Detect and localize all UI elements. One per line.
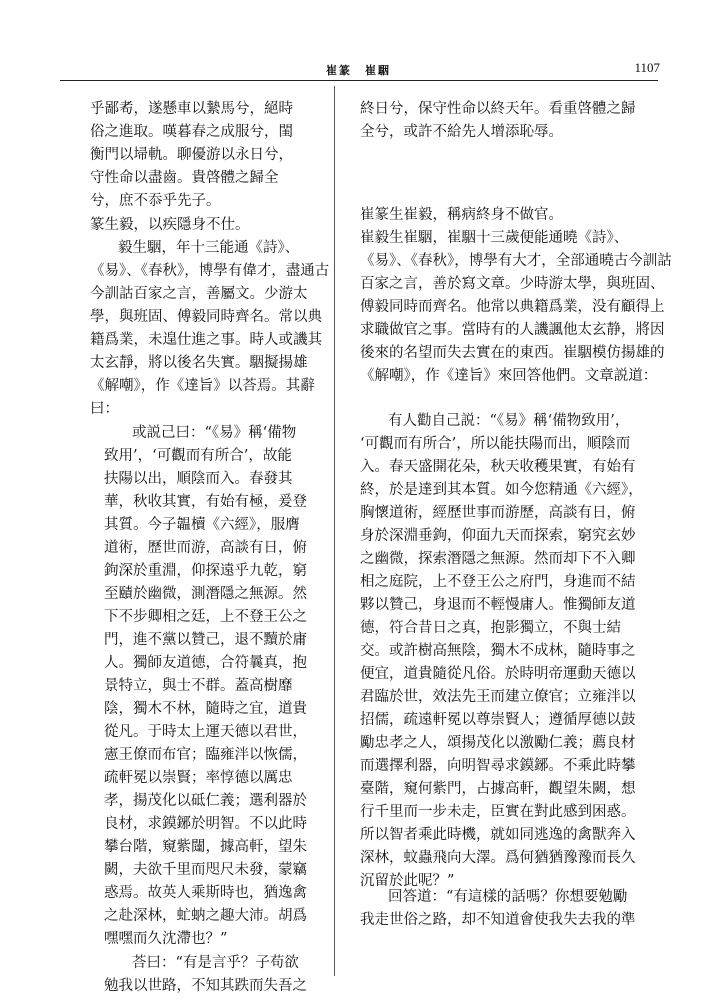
text-line: 君臨於世，效法先王而建立僚官；立雍泮以 xyxy=(360,689,636,705)
text-line: 入。春天盛開花朵，秋天收穫果實，有始有 xyxy=(360,459,636,475)
text-line: 《解嘲》，作《達旨》來回答他們。文章説道： xyxy=(360,368,658,384)
text-line: 臺階，窺何紫門，占據高軒，觀望朱闕，想 xyxy=(360,781,636,797)
text-line: 門，進不黨以贊己，退不黷於庸 xyxy=(104,632,307,648)
text-line: 便宜，道貴隨從凡俗。於時明帝運動天德以 xyxy=(360,666,636,682)
text-line: 我走世俗之路，却不知道會使我失去我的準 xyxy=(360,912,636,928)
text-line: 招儒，疏遠軒冕以尊崇賢人；遵循厚德以鼓 xyxy=(360,712,636,728)
text-line: 勵忠孝之人，頌揚茂化以激勵仁義；薦良材 xyxy=(360,735,636,751)
text-line: 沉留於此呢？” xyxy=(360,873,455,889)
translation-poem-ending xyxy=(360,98,636,144)
text-line: 曰： xyxy=(90,401,119,417)
text-line: 籍爲業，未遑仕進之事。時人或譏其 xyxy=(90,332,322,348)
text-line: 《易》、《春秋》，博學有偉才，盡通古 xyxy=(90,263,330,279)
text-line: 守性命以盡齒。貴啓體之歸全 xyxy=(90,170,279,186)
poem-ending xyxy=(90,98,293,213)
text-line: 崔毅生崔駰，崔駰十三歲便能通曉《詩》、 xyxy=(360,230,629,246)
text-line: 夥以贊己，身退而不輕慢庸人。惟獨師友道 xyxy=(360,597,636,613)
text-line: 人。獨師友道德，合符曩真，抱 xyxy=(104,655,307,671)
text-line: 至賾於幽微，測潛隱之無源。然 xyxy=(104,586,307,602)
column-divider xyxy=(334,86,335,976)
text-line: 毅生駰，年十三能通《詩》、 xyxy=(118,240,300,256)
biography-paragraph xyxy=(90,214,329,421)
quotation-block xyxy=(104,422,307,951)
text-line: 疏軒冕以崇賢；率惇德以厲忠 xyxy=(104,770,293,786)
text-line: 闕，夫欲千里而咫尺未發，蒙竊 xyxy=(104,862,307,878)
text-line: 太玄靜，將以後名失實。駰擬揚雄 xyxy=(90,355,308,371)
page-number: 1107 xyxy=(634,60,660,75)
text-line: 良材，求鏌鋣於明智。不以此時 xyxy=(104,816,307,832)
text-line: 孝，揚茂化以砥仁義；選利器於 xyxy=(104,793,307,809)
text-line: 景特立，與士不群。蓋高樹靡 xyxy=(104,678,293,694)
text-line: 荅曰：“有是言乎？子苟欲 xyxy=(132,955,299,971)
text-line: 之幽微，探索潛隱之無源。然而却下不入卿 xyxy=(360,551,636,567)
text-line: 回答道：“有這樣的話嗎？你想要勉勵 xyxy=(388,889,628,905)
running-title: 崔篆 崔駰 xyxy=(326,64,391,77)
text-line: 兮，庶不忝乎先子。 xyxy=(90,193,221,209)
text-line: 身於深淵垂鉤，仰面九天而探索，窮究玄妙 xyxy=(360,528,636,544)
text-line: 全兮，或許不給先人增添恥辱。 xyxy=(360,124,563,140)
text-line: 交。或許樹高無陰，獨木不成林，隨時事之 xyxy=(360,643,636,659)
text-line: 學，與班固、傅毅同時齊名。常以典 xyxy=(90,309,322,325)
text-line: 陰，獨木不林，隨時之宜，道貴 xyxy=(104,701,307,717)
text-line: 胸懷道術，經歷世事而游歷，高談有日，俯 xyxy=(360,505,636,521)
text-line: 鉤深於重淵，仰探遠乎九乾，窮 xyxy=(104,563,307,579)
page-header xyxy=(60,58,660,80)
text-line: 篆生毅，以疾隱身不仕。 xyxy=(90,217,250,233)
text-line: 乎鄙耇，遂懸車以縶馬兮，絕時 xyxy=(90,101,293,117)
translation-biography xyxy=(360,204,672,388)
text-line: 今訓詁百家之言，善屬文。少游太 xyxy=(90,286,308,302)
translation-reply xyxy=(360,886,636,932)
text-line: 求職做官之事。當時有的人譏諷他太玄静，將因 xyxy=(360,322,665,338)
text-line: 《解嘲》，作《達旨》以荅焉。其辭 xyxy=(90,378,315,394)
text-line: 下不步卿相之廷，上不登王公之 xyxy=(104,609,307,625)
translation-quotation xyxy=(360,410,643,893)
text-line: 《易》、《春秋》，博學有大才，全部通曉古今訓詁 xyxy=(360,253,672,269)
text-line: 之赴深林，虻蚋之趣大沛。胡爲 xyxy=(104,908,307,924)
text-line: 勉我以世路，不知其跌而失吾之 xyxy=(104,978,307,994)
text-line: 俗之進取。嘆暮春之成服兮，閨 xyxy=(90,124,293,140)
text-line: ‘可觀而有所合’，所以能扶陽而出，順陰而 xyxy=(360,436,631,452)
text-line: 嘿嘿而久沈滯也？” xyxy=(104,931,228,947)
text-line: 其質。今子韞櫝《六經》，服膺 xyxy=(104,517,300,533)
text-line: 而選擇利器，向明智尋求鏌鋣。不乘此時攀 xyxy=(360,758,636,774)
text-line: 惑焉。故英人乘斯時也，猶逸禽 xyxy=(104,885,307,901)
text-line: 崔篆生崔毅，稱病終身不做官。 xyxy=(360,207,563,223)
header-rule xyxy=(60,80,658,81)
text-line: 衡門以埽軌。聊優游以永日兮， xyxy=(90,147,293,163)
text-line: 行千里而一步未走，臣實在對此感到困惑。 xyxy=(360,804,636,820)
text-line: 致用’，‘可觀而有所合’，故能 xyxy=(104,448,292,464)
text-line: 憲王僚而布官；臨雍泮以恢儒， xyxy=(104,747,307,763)
text-line: 傅毅同時而齊名。他常以典籍爲業，没有顧得上 xyxy=(360,299,665,315)
text-line: 扶陽以出，順陰而入。春發其 xyxy=(104,471,293,487)
text-line: 道術，歷世而游，高談有日，俯 xyxy=(104,540,307,556)
text-line: 華，秋收其實，有始有極，爰登 xyxy=(104,494,307,510)
text-line: 相之庭院，上不登王公之府門，身進而不結 xyxy=(360,574,636,590)
text-line: 百家之言，善於寫文章。少時游太學，與班固、 xyxy=(360,276,665,292)
text-line: 後來的名望而失去實在的東西。崔駰模仿揚雄的 xyxy=(360,345,665,361)
reply-block xyxy=(104,952,307,998)
text-line: 德，符合昔日之真，抱影獨立，不與士結 xyxy=(360,620,621,636)
text-line: 從凡。于時太上運天德以君世， xyxy=(104,724,307,740)
text-line: 攀台階，窺紫闥，據高軒，望朱 xyxy=(104,839,307,855)
text-line: 終，於是達到其本質。如今您精通《六經》， xyxy=(360,482,643,498)
text-line: 深林，蚊蟲飛向大澤。爲何猶猶豫豫而長久 xyxy=(360,850,636,866)
text-line: 有人勸自己説：“《易》稱‘備物致用’， xyxy=(388,413,630,429)
text-line: 終日兮，保守性命以終天年。看重啓體之歸 xyxy=(360,101,636,117)
text-line: 或説己曰：“《易》稱‘備物 xyxy=(132,425,297,441)
text-line: 所以智者乘此時機，就如同逃逸的禽獸奔入 xyxy=(360,827,636,843)
